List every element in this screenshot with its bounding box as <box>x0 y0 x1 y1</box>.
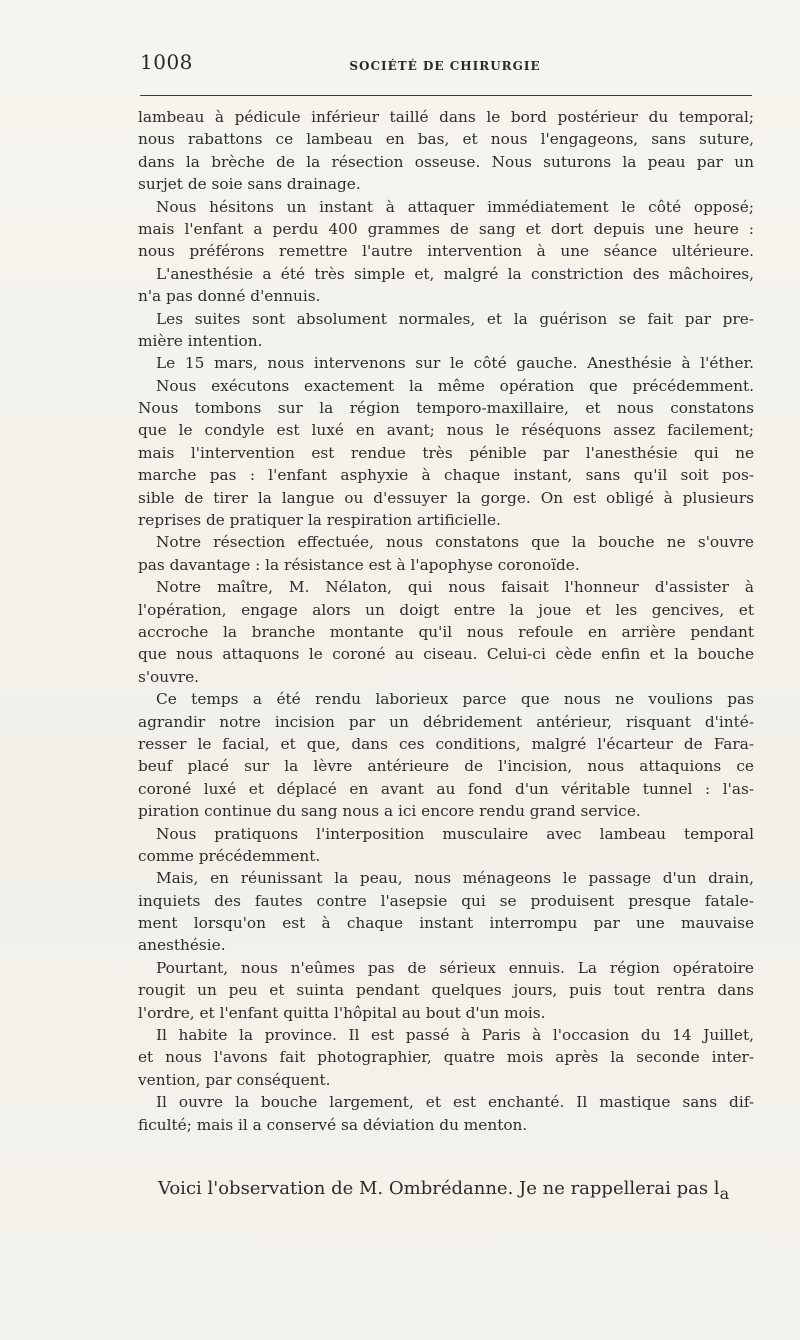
text-line: n'a pas donné d'ennuis. <box>138 287 321 306</box>
next-page-tail: a <box>719 1184 730 1203</box>
text-line: Nous exécutons exactement la même opération que précédemment. <box>156 376 754 395</box>
text-line: reprises de pratiquer la respiration artificielle. <box>138 511 501 530</box>
text-line: resser le facial, et que, dans ces conditions, malgré l'écarteur de Fara- <box>138 734 754 753</box>
running-title: SOCIÉTÉ DE CHIRURGIE <box>349 59 541 73</box>
text-line: L'anesthésie a été très simple et, malgré la constriction des mâchoires, <box>156 264 754 283</box>
page-header <box>140 50 750 80</box>
text-line: dans la brèche de la résection osseuse. Nous suturons la peau par un <box>138 152 754 171</box>
text-line: marche pas : l'enfant asphyxie à chaque instant, sans qu'il soit pos- <box>138 466 754 485</box>
text-line: beuf placé sur la lèvre antérieure de l'incision, nous attaquions ce <box>138 757 754 776</box>
text-line: agrandir notre incision par un débridement antérieur, risquant d'inté- <box>138 712 754 731</box>
text-line: coroné luxé et déplacé en avant au fond d'un véritable tunnel : l'as- <box>138 779 754 798</box>
header-rule <box>140 95 752 96</box>
body-text <box>138 106 754 1136</box>
text-line: Les suites sont absolument normales, et la guérison se fait par pre- <box>156 309 754 328</box>
text-line: l'ordre, et l'enfant quitta l'hôpital au bout d'un mois. <box>138 1003 546 1022</box>
text-line: Il habite la province. Il est passé à Paris à l'occasion du 14 Juillet, <box>156 1026 754 1045</box>
text-line: l'opération, engage alors un doigt entre la joue et les gencives, et <box>138 600 754 619</box>
text-line: rougit un peu et suinta pendant quelques jours, puis tout rentra dans <box>138 981 754 1000</box>
text-line: anesthésie. <box>138 936 226 955</box>
text-line: pas davantage : la résistance est à l'apophyse coronoïde. <box>138 555 580 574</box>
text-line: mais l'enfant a perdu 400 grammes de sang et dort depuis une heure : <box>138 219 754 238</box>
text-line: nous préférons remettre l'autre intervention à une séance ultérieure. <box>138 242 754 261</box>
text-line: Pourtant, nous n'eûmes pas de sérieux ennuis. La région opératoire <box>156 958 754 977</box>
text-line: mière intention. <box>138 331 263 350</box>
text-line: Mais, en réunissant la peau, nous ménageons le passage d'un drain, <box>156 869 754 888</box>
text-line: mais l'intervention est rendue très pénible par l'anesthésie qui ne <box>138 443 754 462</box>
text-line: accroche la branche montante qu'il nous refoule en arrière pendant <box>138 622 754 641</box>
text-line: Notre résection effectuée, nous constatons que la bouche ne s'ouvre <box>156 533 754 552</box>
text-line: ficulté; mais il a conservé sa déviation du menton. <box>138 1115 528 1134</box>
text-line: Ce temps a été rendu laborieux parce que nous ne voulions pas <box>156 690 754 709</box>
text-line: et nous l'avons fait photographier, quatre mois après la seconde inter- <box>138 1048 754 1067</box>
text-line: Nous tombons sur la région temporo-maxillaire, et nous constatons <box>138 399 754 418</box>
text-line: comme précédemment. <box>138 846 321 865</box>
text-line: Nous pratiquons l'interposition musculaire avec lambeau temporal <box>156 824 754 843</box>
text-line: Notre maître, M. Nélaton, qui nous faisait l'honneur d'assister à <box>156 578 754 597</box>
text-line: sible de tirer la langue ou d'essuyer la gorge. On est obligé à plusieurs <box>138 488 754 507</box>
text-line: surjet de soie sans drainage. <box>138 175 361 194</box>
text-line: ment lorsqu'on est à chaque instant interrompu par une mauvaise <box>138 914 754 933</box>
page-number: 1008 <box>140 50 193 74</box>
text-line: que nous attaquons le coroné au ciseau. Celui-ci cède enfin et la bouche <box>138 645 754 664</box>
text-line: nous rabattons ce lambeau en bas, et nous l'engageons, sans suture, <box>138 130 754 149</box>
text-line: piration continue du sang nous a ici encore rendu grand service. <box>138 802 641 821</box>
text-line: vention, par conséquent. <box>138 1070 331 1089</box>
text-line: lambeau à pédicule inférieur taillé dans le bord postérieur du temporal; <box>138 108 754 126</box>
text-line: inquiets des fautes contre l'asepsie qui se produisent presque fatale- <box>138 891 754 910</box>
next-page-text <box>158 1176 758 1207</box>
next-page-main: Voici l'observation de M. Ombrédanne. Je ne rappellerai pas l <box>158 1178 720 1199</box>
text-line: s'ouvre. <box>138 667 199 686</box>
text-line: Le 15 mars, nous intervenons sur le côté gauche. Anesthésie à l'éther. <box>156 354 754 373</box>
text-line: Nous hésitons un instant à attaquer immédiatement le côté opposé; <box>156 197 754 216</box>
text-line: Il ouvre la bouche largement, et est enchanté. Il mastique sans dif- <box>156 1093 754 1112</box>
text-line: que le condyle est luxé en avant; nous le réséquons assez facilement; <box>138 421 754 440</box>
